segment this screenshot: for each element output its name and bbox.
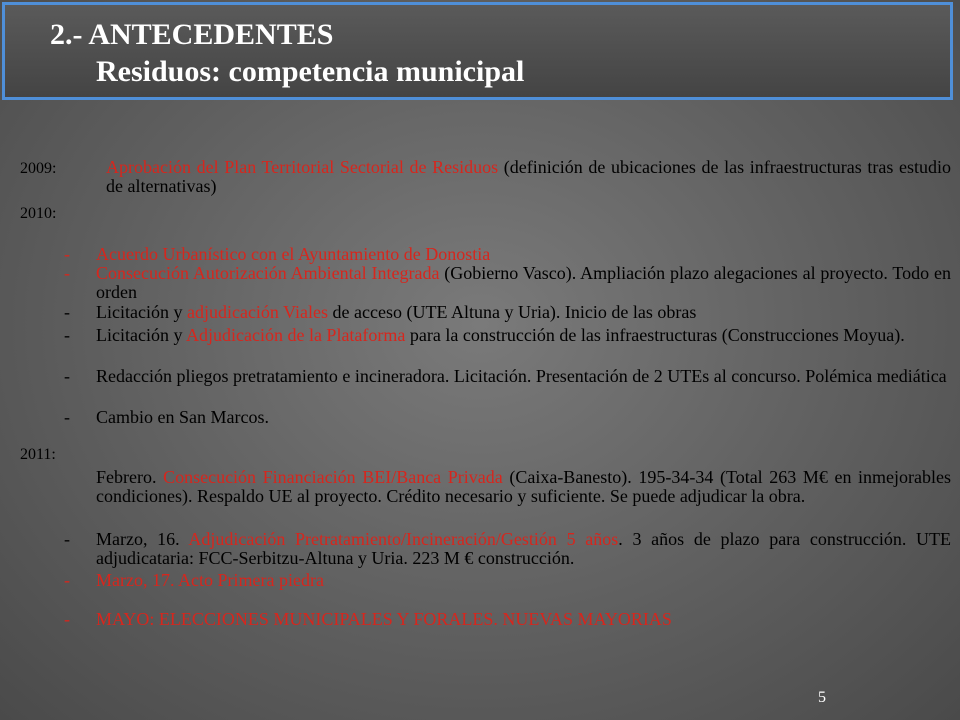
entry-text: de acceso (UTE Altuna y Uria). Inicio de las obras xyxy=(328,302,697,322)
year-label-2009: 2009: xyxy=(20,160,57,177)
page-number: 5 xyxy=(818,689,826,706)
bullet-dash: - xyxy=(64,609,70,629)
entry-text: (Gobierno Vasco). Ampliación plazo alegaciones al proyecto. Todo en orden xyxy=(96,263,952,302)
year-label-2011: 2011: xyxy=(20,446,56,463)
entry-2010-1 xyxy=(96,245,951,264)
entry-2010-3 xyxy=(96,303,951,322)
bullet-dash: - xyxy=(64,244,70,264)
bullet-dash: - xyxy=(64,407,70,427)
slide-subtitle: Residuos: competencia municipal xyxy=(96,55,525,88)
highlight-text: Acuerdo Urbanístico con el Ayuntamiento de Donostia xyxy=(96,244,491,264)
entry-text: Febrero. xyxy=(96,467,164,487)
entry-2010-2 xyxy=(96,264,951,302)
year-label-2010: 2010: xyxy=(20,205,57,222)
entry-text: para la construcción de las infraestructuras (Construcciones Moyua). xyxy=(405,325,905,345)
bullet-dash: - xyxy=(64,325,70,345)
entry-2011-2 xyxy=(96,530,951,568)
entry-2009 xyxy=(106,158,951,196)
slide-title: 2.- ANTECEDENTES xyxy=(50,18,334,51)
bullet-dash: - xyxy=(64,263,70,283)
highlight-text: adjudicación Viales xyxy=(186,302,329,322)
entry-text: Licitación y xyxy=(96,325,186,345)
entry-2010-4 xyxy=(96,326,951,345)
highlight-text: Consecución Financiación BEI/Banca Privada xyxy=(163,467,503,487)
entry-2011-4: MAYO: ELECCIONES MUNICIPALES Y FORALES. NUEVAS MAYORIAS xyxy=(96,609,672,629)
entry-text: Licitación y xyxy=(96,302,187,322)
bullet-dash: - xyxy=(64,366,70,386)
bullet-dash: - xyxy=(64,302,70,322)
entry-text: (Caixa-Banesto). 195-34-34 (Total 263 M€ en inmejorables condiciones). Respaldo UE al proyecto. Crédito necesario y suficiente. Se puede adjudicar la obra. xyxy=(96,467,952,506)
entry-2011-3: Marzo, 17. Acto Primera piedra xyxy=(96,570,324,590)
entry-text: . 3 años de plazo para construcción. UTE adjudicataria: FCC-Serbitzu-Altuna y Uria. 223 M € construcción. xyxy=(96,529,951,568)
title-box xyxy=(2,2,953,100)
entry-2010-5: Redacción pliegos pretratamiento e incineradora. Licitación. Presentación de 2 UTEs al concurso. Polémica mediática xyxy=(96,366,947,386)
highlight-text: Adjudicación de la Plataforma xyxy=(185,325,406,345)
entry-text: (definición de ubicaciones de las infraestructuras tras estudio de alternativas) xyxy=(106,157,952,196)
entry-text: Marzo, 16. xyxy=(96,529,189,549)
bullet-dash: - xyxy=(64,529,70,549)
highlight-text: Consecución Autorización Ambiental Integrada xyxy=(96,263,440,283)
highlight-text: Aprobación del Plan Territorial Sectorial de Residuos xyxy=(106,157,499,177)
highlight-text: Adjudicación Pretratamiento/Incineración/Gestión 5 años xyxy=(188,529,619,549)
bullet-dash: - xyxy=(64,570,70,590)
entry-2010-6: Cambio en San Marcos. xyxy=(96,407,269,427)
entry-2011-1 xyxy=(96,468,951,506)
